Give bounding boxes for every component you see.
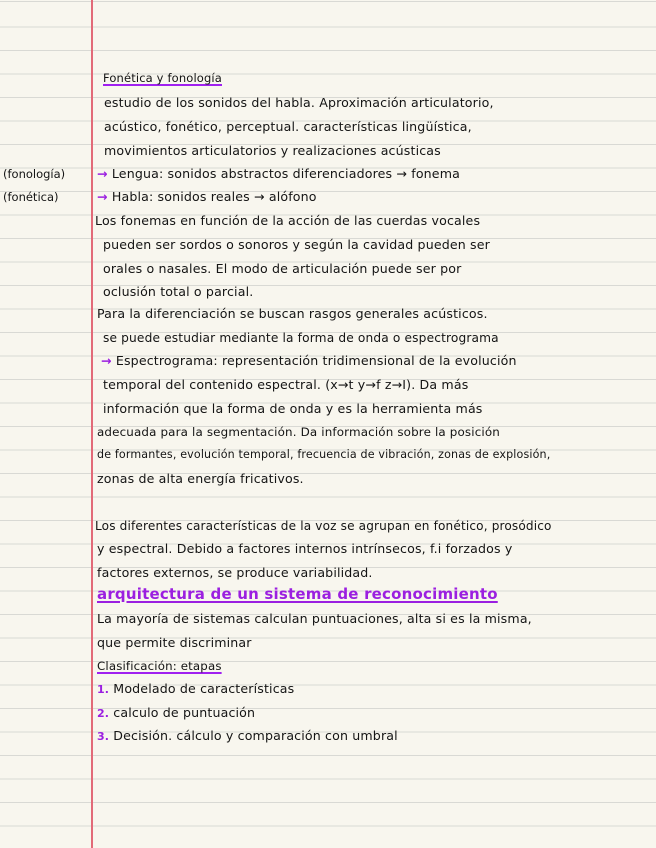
voz-line-3: factores externos, se produce variabilidad. [97,565,373,580]
fonemas-line-4: oclusión total o parcial. [103,284,254,299]
stage-item-3 [97,728,398,745]
stage-text: calculo de puntuación [113,705,256,720]
arrow-icon: → [101,353,112,368]
espectrograma-line-2: temporal del contenido espectral. (x→t y→f z→I). Da más [103,377,469,392]
section-heading: arquitectura de un sistema de reconocimiento [97,585,498,603]
arrow-icon: → [97,189,108,204]
sistemas-line-2: que permite discriminar [97,635,252,650]
definition-lengua-text: Lengua: sonidos abstractos diferenciadores → fonema [111,166,460,181]
stage-number: 2. [97,707,110,720]
intro-line-1: estudio de los sonidos del habla. Aproximación articulatorio, [104,95,494,110]
espectrograma-line-3: información que la forma de onda y es la herramienta más [103,401,483,416]
espectrograma-text: Espectrograma: representación tridimensional de la evolución [115,353,517,368]
sistemas-line-1: La mayoría de sistemas calculan puntuaciones, alta si es la misma, [97,611,532,626]
espectrograma-line-4: adecuada para la segmentación. Da información sobre la posición [97,425,500,439]
stage-number: 3. [97,730,110,743]
stage-number: 1. [97,683,110,696]
fonemas-line-2: pueden ser sordos o sonoros y según la cavidad pueden ser [103,237,490,252]
note-title: Fonética y fonología [103,71,222,85]
intro-line-2: acústico, fonético, perceptual. características lingüística, [104,119,472,134]
espectrograma-line-1 [101,353,517,369]
definition-lengua [97,166,460,182]
side-label-fonologia: (fonología) [3,167,66,181]
espectrograma-line-6: zonas de alta energía fricativos. [97,471,304,486]
stage-text: Decisión. cálculo y comparación con umbral [113,728,398,743]
definition-habla-text: Habla: sonidos reales → alófono [111,189,317,204]
arrow-icon: → [97,166,108,181]
intro-line-3: movimientos articulatorios y realizaciones acústicas [104,143,441,158]
diferenciacion-line-2: se puede estudiar mediante la forma de onda o espectrograma [103,331,499,345]
fonemas-line-3: orales o nasales. El modo de articulación puede ser por [103,261,462,276]
voz-line-2: y espectral. Debido a factores internos intrínsecos, f.i forzados y [97,541,513,556]
clasificacion-label: Clasificación: etapas [97,659,222,673]
stage-item-2 [97,705,255,722]
voz-line-1: Los diferentes características de la voz se agrupan en fonético, prosódico [95,519,552,533]
diferenciacion-line-1: Para la diferenciación se buscan rasgos generales acústicos. [97,306,488,321]
stage-text: Modelado de características [113,681,295,696]
fonemas-line-1: Los fonemas en función de la acción de las cuerdas vocales [95,213,481,228]
espectrograma-line-5: de formantes, evolución temporal, frecuencia de vibración, zonas de explosión, [97,448,551,461]
side-label-fonetica: (fonética) [3,190,59,204]
stage-item-1 [97,681,294,698]
definition-habla [97,189,317,205]
